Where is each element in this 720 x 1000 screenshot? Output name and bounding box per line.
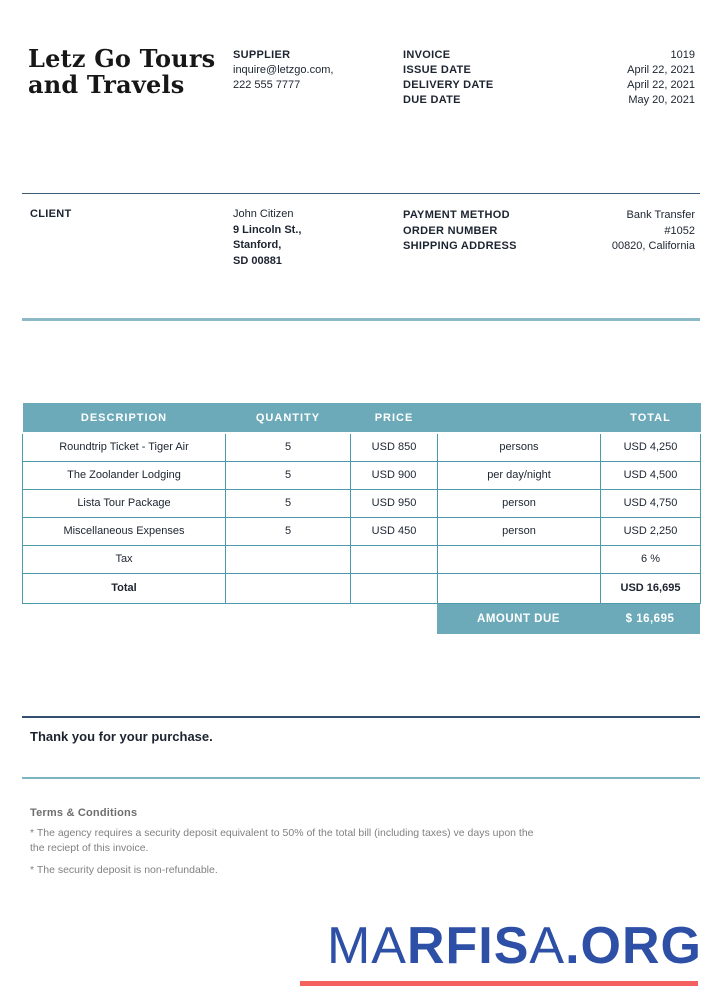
invoice-number-row [403, 48, 695, 63]
total-price [351, 573, 438, 603]
item-quantity: 5 [226, 433, 351, 461]
item-description: Miscellaneous Expenses [23, 517, 226, 545]
header-total: TOTAL [601, 403, 701, 433]
item-total: USD 4,750 [601, 489, 701, 517]
delivery-date-label: DELIVERY DATE [403, 79, 494, 91]
due-date-value: May 20, 2021 [628, 94, 695, 106]
item-price: USD 450 [351, 517, 438, 545]
due-date-label: DUE DATE [403, 94, 461, 106]
company-name-line1: Letz Go Tours [28, 44, 216, 73]
marfisa-logo-text: .ORG [565, 917, 702, 975]
amount-due-value: $ 16,695 [625, 613, 675, 625]
header-unit [438, 403, 601, 433]
total-quantity [226, 573, 351, 603]
supplier-block [233, 48, 333, 93]
header-price: PRICE [351, 403, 438, 433]
marfisa-logo [327, 918, 702, 974]
item-total: USD 4,500 [601, 461, 701, 489]
total-value: USD 16,695 [601, 573, 701, 603]
order-number-value: #1052 [664, 224, 695, 237]
company-name [28, 46, 215, 98]
client-address-line1: 9 Lincoln St., [233, 223, 302, 236]
client-label: CLIENT [30, 208, 72, 220]
item-quantity: 5 [226, 489, 351, 517]
table-row [23, 433, 701, 461]
client-block [233, 207, 301, 269]
logo-underline [300, 981, 698, 986]
total-unit [438, 573, 601, 603]
item-description: The Zoolander Lodging [23, 461, 226, 489]
line-items-table [22, 403, 701, 604]
item-price: USD 900 [351, 461, 438, 489]
delivery-date-value: April 22, 2021 [627, 79, 695, 91]
item-total: USD 4,250 [601, 433, 701, 461]
supplier-email: inquire@letzgo.com, [233, 64, 334, 76]
amount-due-label: AMOUNT DUE [477, 613, 560, 625]
invoice-number-value: 1019 [670, 49, 695, 61]
client-name: John Citizen [233, 208, 294, 220]
terms-title: Terms & Conditions [30, 807, 138, 819]
issue-date-value: April 22, 2021 [627, 64, 695, 76]
payment-method-row [403, 208, 695, 224]
total-label: Total [23, 573, 226, 603]
shipping-address-row [403, 239, 695, 255]
table-row [23, 517, 701, 545]
payment-block [403, 208, 695, 255]
terms-line: * The agency requires a security deposit equivalent to 50% of the total bill (including taxes) ve days upon the [30, 827, 534, 839]
shipping-address-label: SHIPPING ADDRESS [403, 240, 517, 252]
order-number-row [403, 224, 695, 240]
terms-and-conditions [30, 806, 590, 878]
footer-bottom-divider [22, 777, 700, 779]
total-row [23, 573, 701, 603]
item-quantity: 5 [226, 517, 351, 545]
payment-method-label: PAYMENT METHOD [403, 209, 510, 221]
item-unit: persons [438, 433, 601, 461]
tax-unit [438, 545, 601, 573]
delivery-date-row [403, 78, 695, 93]
header-quantity: QUANTITY [226, 403, 351, 433]
amount-due-bar [437, 604, 700, 634]
tax-row [23, 545, 701, 573]
terms-line: the reciept of this invoice. [30, 842, 149, 854]
tax-label: Tax [23, 545, 226, 573]
marfisa-logo-text: MA [326, 917, 407, 975]
header-description: DESCRIPTION [23, 403, 226, 433]
thank-you-message: Thank you for your purchase. [30, 729, 213, 744]
supplier-phone: 222 555 7777 [233, 79, 301, 91]
item-quantity: 5 [226, 461, 351, 489]
issue-date-row [403, 63, 695, 78]
item-total: USD 2,250 [601, 517, 701, 545]
item-price: USD 950 [351, 489, 438, 517]
tax-value: 6 % [601, 545, 701, 573]
order-number-label: ORDER NUMBER [403, 224, 498, 237]
item-price: USD 850 [351, 433, 438, 461]
table-row [23, 461, 701, 489]
company-name-line2: and Travels [28, 70, 185, 99]
table-header-row [23, 403, 701, 433]
item-description: Lista Tour Package [23, 489, 226, 517]
footer-top-divider [22, 716, 700, 718]
item-description: Roundtrip Ticket - Tiger Air [23, 433, 226, 461]
client-section-divider [22, 318, 700, 321]
supplier-label: SUPPLIER [233, 49, 291, 61]
payment-method-value: Bank Transfer [626, 209, 695, 221]
client-address-line3: SD 00881 [233, 254, 282, 267]
terms-line: * The security deposit is non-refundable. [30, 864, 218, 876]
table-row [23, 489, 701, 517]
marfisa-logo-text: A [529, 917, 566, 975]
tax-quantity [226, 545, 351, 573]
invoice-meta-block [403, 48, 695, 108]
shipping-address-value: 00820, California [611, 240, 695, 252]
marfisa-logo-text: RFIS [406, 917, 530, 975]
due-date-row [403, 93, 695, 108]
item-unit: person [438, 489, 601, 517]
client-address-line2: Stanford, [233, 239, 282, 251]
tax-price [351, 545, 438, 573]
item-unit: per day/night [438, 461, 601, 489]
issue-date-label: ISSUE DATE [403, 64, 472, 76]
invoice-number-label: INVOICE [403, 49, 451, 61]
item-unit: person [438, 517, 601, 545]
header-divider [22, 193, 700, 194]
